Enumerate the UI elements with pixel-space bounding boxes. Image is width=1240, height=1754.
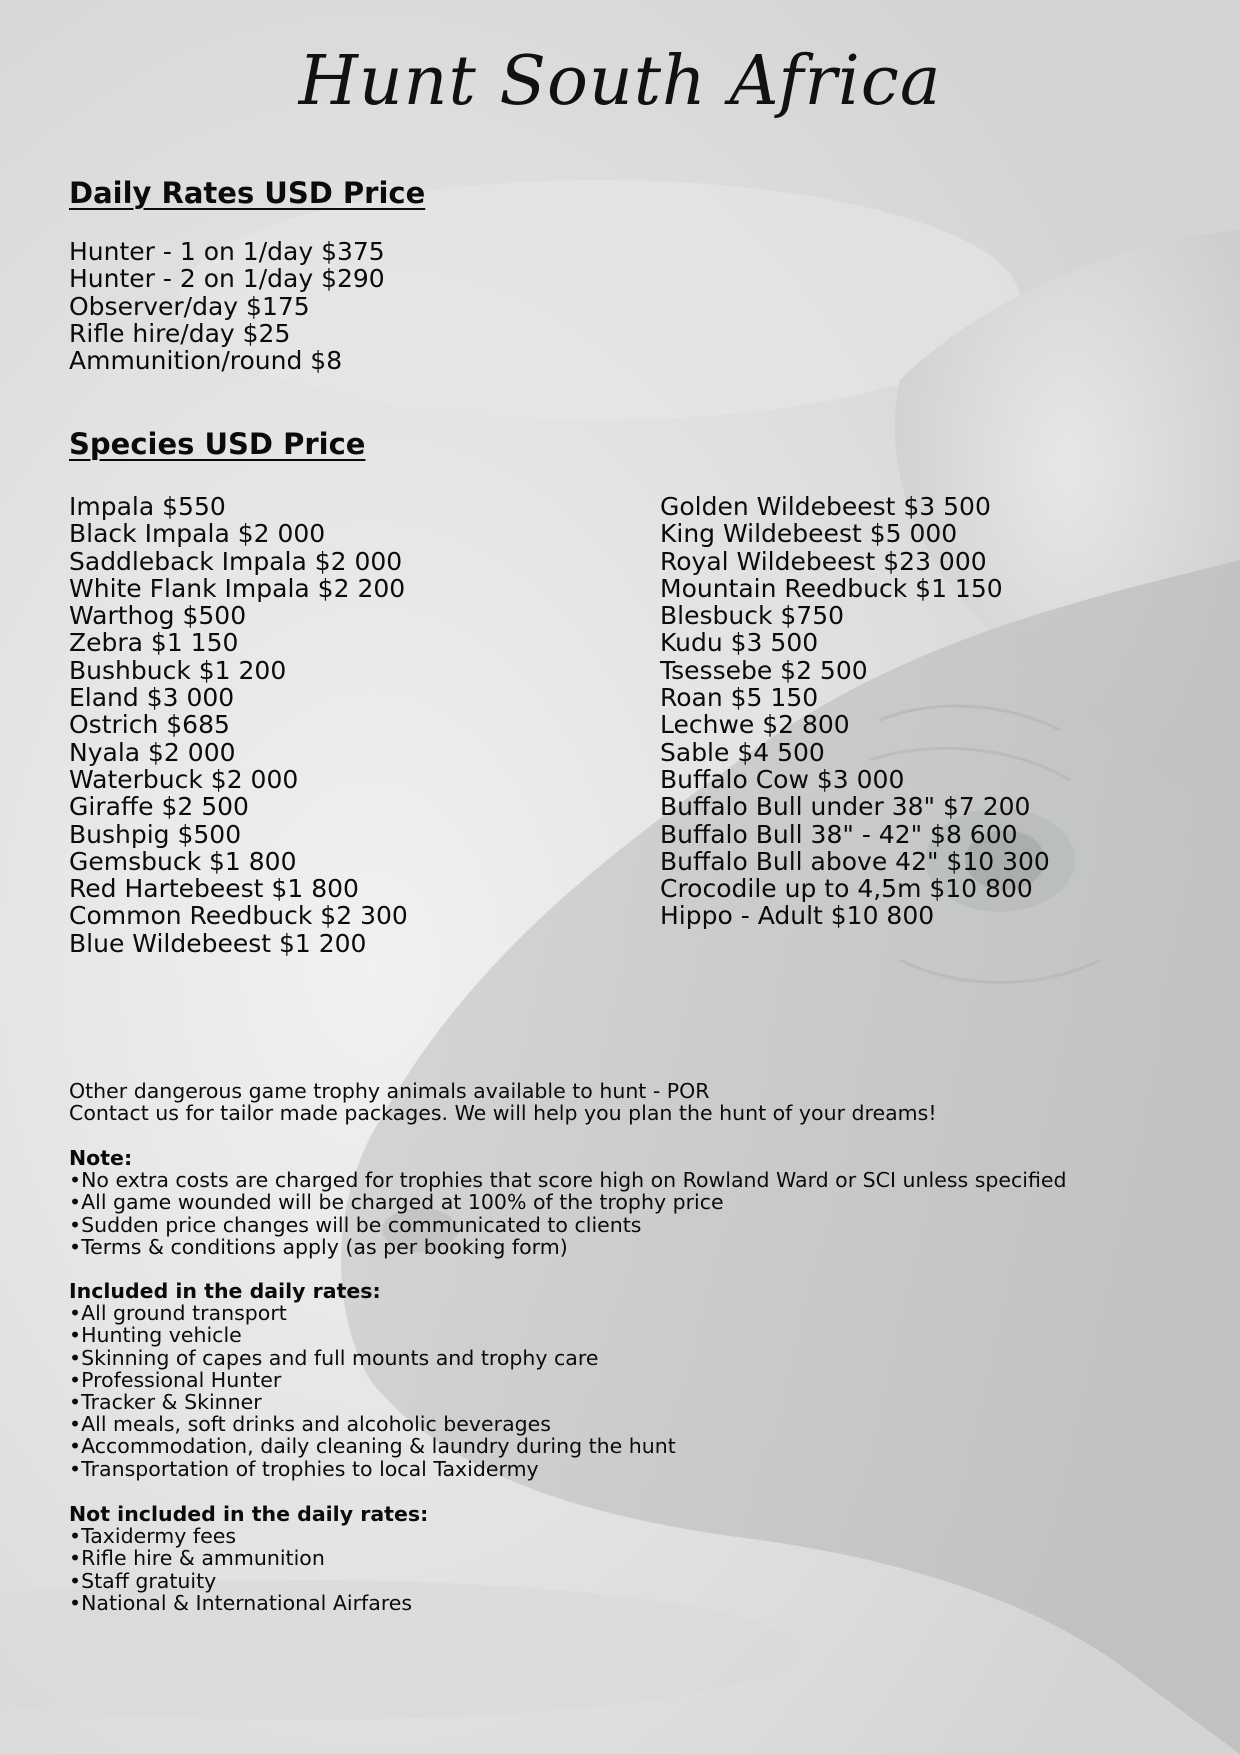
list-item: • All meals, soft drinks and alcoholic beverages [69,1413,676,1435]
list-item: Ammunition/round $8 [69,346,343,376]
list-item: Rifle hire/day $25 [69,318,291,348]
list-item: • Skinning of capes and full mounts and trophy care [69,1347,676,1369]
list-item: • Staff gratuity [69,1570,428,1592]
list-item: Lechwe $2 800 [660,710,850,740]
list-item: Hippo - Adult $10 800 [660,901,935,931]
list-item: Warthog $500 [69,601,247,631]
included-list [69,1302,676,1480]
list-item: Buffalo Bull above 42" $10 300 [660,846,1050,876]
list-item: Gemsbuck $1 800 [69,846,297,876]
species-list-right [660,493,1050,930]
list-item: • Accommodation, daily cleaning & laundry during the hunt [69,1435,676,1457]
page-title: Hunt South Africa [298,42,942,121]
list-item: Black Impala $2 000 [69,519,326,549]
list-item: Waterbuck $2 000 [69,764,299,794]
list-item: Red Hartebeest $1 800 [69,874,359,904]
list-item: • All game wounded will be charged at 100% of the trophy price [69,1191,1067,1213]
note-list [69,1169,1067,1258]
daily-rates-heading: Daily Rates USD Price [69,176,426,210]
list-item: Giraffe $2 500 [69,792,249,822]
list-item: Kudu $3 500 [660,628,819,658]
list-item: White Flank Impala $2 200 [69,573,406,603]
list-item: • Taxidermy fees [69,1525,428,1547]
intro-line: Other dangerous game trophy animals available to hunt - POR [69,1079,710,1103]
list-item: • Tracker & Skinner [69,1391,676,1413]
list-item: Observer/day $175 [69,291,310,321]
included-section [69,1280,676,1480]
not-included-title: Not included in the daily rates: [69,1502,429,1526]
list-item: Common Reedbuck $2 300 [69,901,408,931]
list-item: Roan $5 150 [660,683,819,713]
list-item: • Hunting vehicle [69,1324,676,1346]
list-item: Royal Wildebeest $23 000 [660,546,987,576]
list-item: • No extra costs are charged for trophies that score high on Rowland Ward or SCI unless specified [69,1169,1067,1191]
list-item: Eland $3 000 [69,683,235,713]
list-item: Crocodile up to 4,5m $10 800 [660,874,1033,904]
list-item: • Transportation of trophies to local Taxidermy [69,1458,676,1480]
list-item: Hunter - 1 on 1/day $375 [69,237,385,266]
list-item: Sable $4 500 [660,737,825,767]
list-item: Nyala $2 000 [69,737,236,767]
list-item: Blesbuck $750 [660,601,845,631]
list-item: Ostrich $685 [69,710,230,740]
list-item: Bushpig $500 [69,819,242,849]
note-section [69,1147,1067,1258]
list-item: Tsessebe $2 500 [660,655,868,685]
list-item: Hunter - 2 on 1/day $290 [69,264,385,294]
list-item: Bushbuck $1 200 [69,655,287,685]
list-item: • Sudden price changes will be communicated to clients [69,1214,1067,1236]
intro-line: Contact us for tailor made packages. We will help you plan the hunt of your dreams! [69,1101,937,1126]
daily-rates-list [69,238,385,374]
list-item: Saddleback Impala $2 000 [69,546,403,576]
intro-text [69,1080,937,1124]
list-item: • National & International Airfares [69,1592,428,1614]
not-included-section [69,1503,428,1614]
list-item: • All ground transport [69,1302,676,1324]
list-item: Impala $550 [69,492,226,521]
list-item: • Professional Hunter [69,1369,676,1391]
species-heading: Species USD Price [69,427,366,461]
note-title: Note: [69,1146,133,1170]
list-item: Buffalo Cow $3 000 [660,764,905,794]
list-item: • Terms & conditions apply (as per booking form) [69,1236,1067,1258]
list-item: Blue Wildebeest $1 200 [69,928,367,958]
list-item: Buffalo Bull 38" - 42" $8 600 [660,819,1018,849]
list-item: • Rifle hire & ammunition [69,1547,428,1569]
list-item: Zebra $1 150 [69,628,239,658]
included-title: Included in the daily rates: [69,1279,381,1303]
list-item: King Wildebeest $5 000 [660,519,958,549]
list-item: Golden Wildebeest $3 500 [660,492,991,521]
list-item: Mountain Reedbuck $1 150 [660,573,1003,603]
species-list-left [69,493,408,957]
not-included-list [69,1525,428,1614]
list-item: Buffalo Bull under 38" $7 200 [660,792,1031,822]
